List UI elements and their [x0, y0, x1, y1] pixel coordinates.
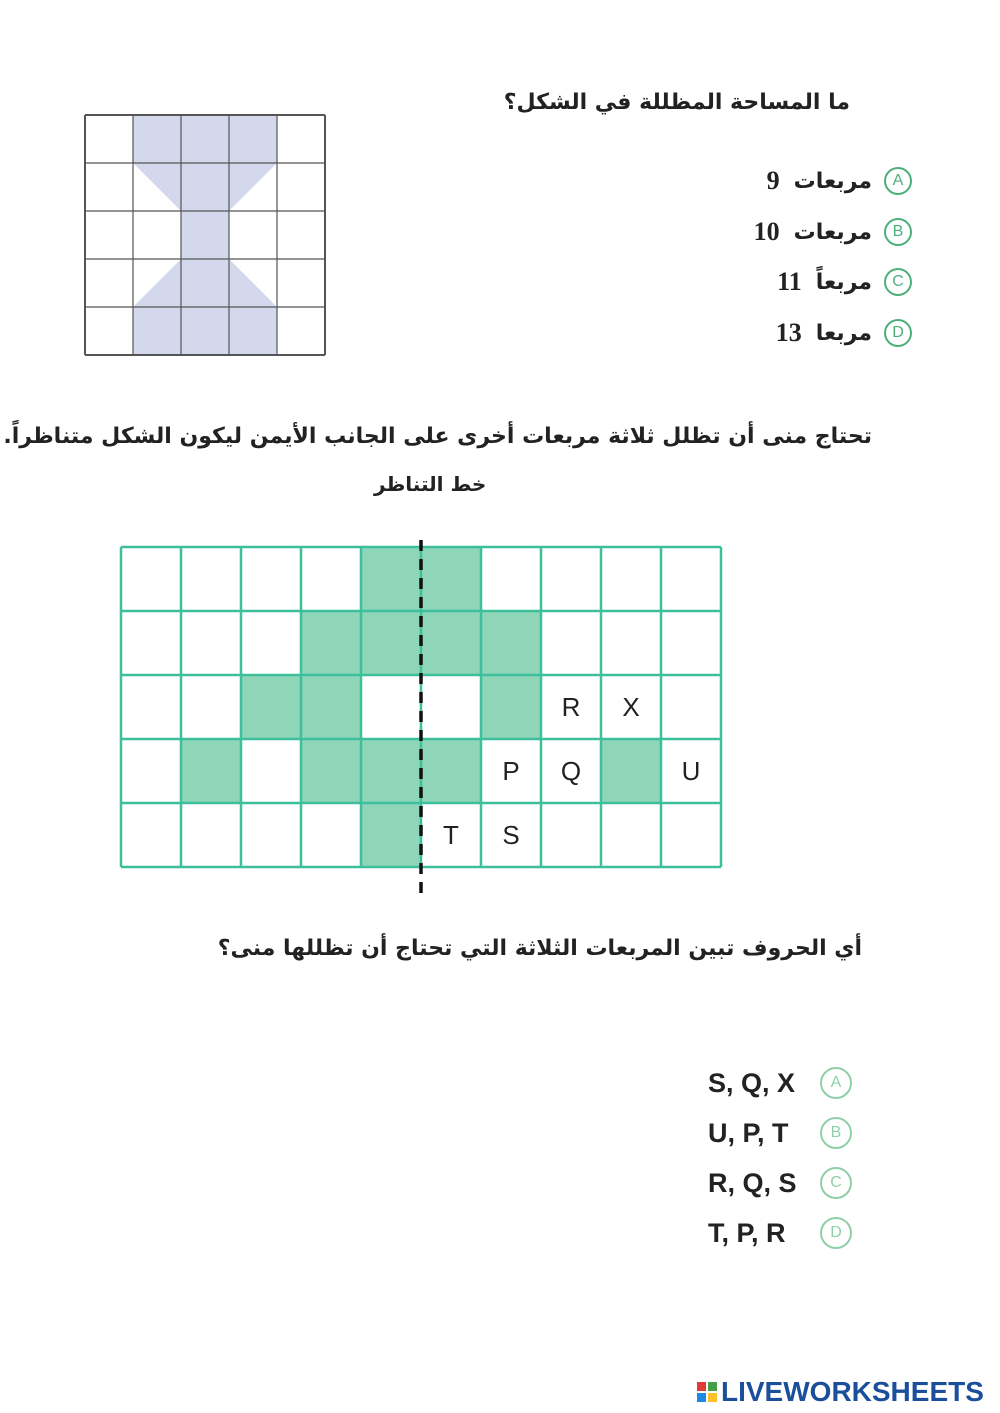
- shaded-cell: [361, 547, 421, 611]
- option-value: 10: [753, 217, 780, 246]
- shaded-square: [229, 307, 277, 355]
- shaded-square: [229, 115, 277, 163]
- cell-label-t: T: [443, 820, 459, 850]
- shaded-square: [181, 115, 229, 163]
- option-letter-badge: B: [820, 1117, 852, 1149]
- logo-text: LIVEWORKSHEETS: [721, 1376, 984, 1407]
- option-letter-badge: D: [884, 319, 912, 347]
- symmetry-grid: [118, 540, 728, 900]
- shaded-cell: [241, 675, 301, 739]
- question-2-follow-up: أي الحروف تبين المربعات الثلاثة التي تحتاج أن تظللها منى؟: [217, 936, 862, 961]
- shaded-cell: [301, 611, 361, 675]
- option-unit-word: مربعاً: [815, 269, 872, 295]
- shaded-cell: [181, 739, 241, 803]
- q1-option-c[interactable]: [777, 267, 912, 297]
- shaded-triangle: [229, 259, 277, 307]
- shaded-cell: [421, 739, 481, 803]
- option-letters: T, P, R: [708, 1217, 786, 1248]
- shaded-cell: [421, 547, 481, 611]
- logo-mark-square: [708, 1382, 717, 1391]
- cell-label-p: P: [502, 756, 520, 786]
- shaded-square: [181, 307, 229, 355]
- shaded-triangle: [133, 163, 181, 211]
- option-letter-badge: C: [884, 268, 912, 296]
- q2-option-b[interactable]: [708, 1117, 852, 1149]
- shaded-triangle: [133, 259, 181, 307]
- symmetry-axis-label: خط التناظر: [374, 472, 487, 496]
- option-letter-badge: A: [820, 1067, 852, 1099]
- cell-label-r: R: [561, 692, 581, 722]
- option-value: 13: [775, 318, 802, 347]
- shaded-cell: [361, 611, 421, 675]
- option-value: 11: [777, 267, 802, 296]
- logo-mark-square: [697, 1382, 706, 1391]
- shaded-cell: [481, 675, 541, 739]
- option-letter-badge: B: [884, 218, 912, 246]
- q2-option-a[interactable]: [708, 1067, 852, 1099]
- shaded-cell: [301, 675, 361, 739]
- q1-option-b[interactable]: [754, 217, 912, 247]
- shaded-cell: [481, 611, 541, 675]
- shaded-square: [133, 115, 181, 163]
- option-letter-badge: A: [884, 167, 912, 195]
- cell-label-x: X: [622, 692, 640, 722]
- option-letters: R, Q, S: [708, 1167, 797, 1198]
- cell-label-q: Q: [560, 756, 582, 786]
- logo-mark-square: [697, 1393, 706, 1402]
- q1-option-a[interactable]: [767, 166, 912, 196]
- q1-option-d[interactable]: [776, 318, 912, 348]
- shaded-cell: [601, 739, 661, 803]
- option-letter-badge: C: [820, 1167, 852, 1199]
- shaded-square: [181, 259, 229, 307]
- shaded-square: [181, 211, 229, 259]
- option-unit-word: مربعا: [815, 320, 872, 346]
- q2-option-c[interactable]: [708, 1167, 852, 1199]
- question-2-text: تحتاج منى أن تظلل ثلاثة مربعات أخرى على الجانب الأيمن ليكون الشكل متناظراً.: [3, 424, 872, 449]
- logo-mark-square: [708, 1393, 717, 1402]
- option-unit-word: مربعات: [793, 219, 872, 245]
- cell-label-u: U: [681, 756, 701, 786]
- q2-option-d[interactable]: [708, 1217, 852, 1249]
- liveworksheets-logo: [697, 1376, 984, 1408]
- shaded-cell: [361, 739, 421, 803]
- option-letter-badge: D: [820, 1217, 852, 1249]
- logo-mark-icon: [697, 1382, 717, 1402]
- option-letters: U, P, T: [708, 1117, 789, 1148]
- shaded-square: [133, 307, 181, 355]
- shaded-cell: [421, 611, 481, 675]
- question-1-text: ما المساحة المظللة في الشكل؟: [503, 90, 850, 115]
- shaded-cell: [301, 739, 361, 803]
- option-letters: S, Q, X: [708, 1067, 796, 1098]
- cell-label-s: S: [502, 820, 520, 850]
- option-unit-word: مربعات: [793, 168, 872, 194]
- shaded-area-figure: [82, 112, 328, 358]
- option-value: 9: [766, 166, 780, 195]
- shaded-triangle: [229, 163, 277, 211]
- shaded-square: [181, 163, 229, 211]
- shaded-cell: [361, 803, 421, 867]
